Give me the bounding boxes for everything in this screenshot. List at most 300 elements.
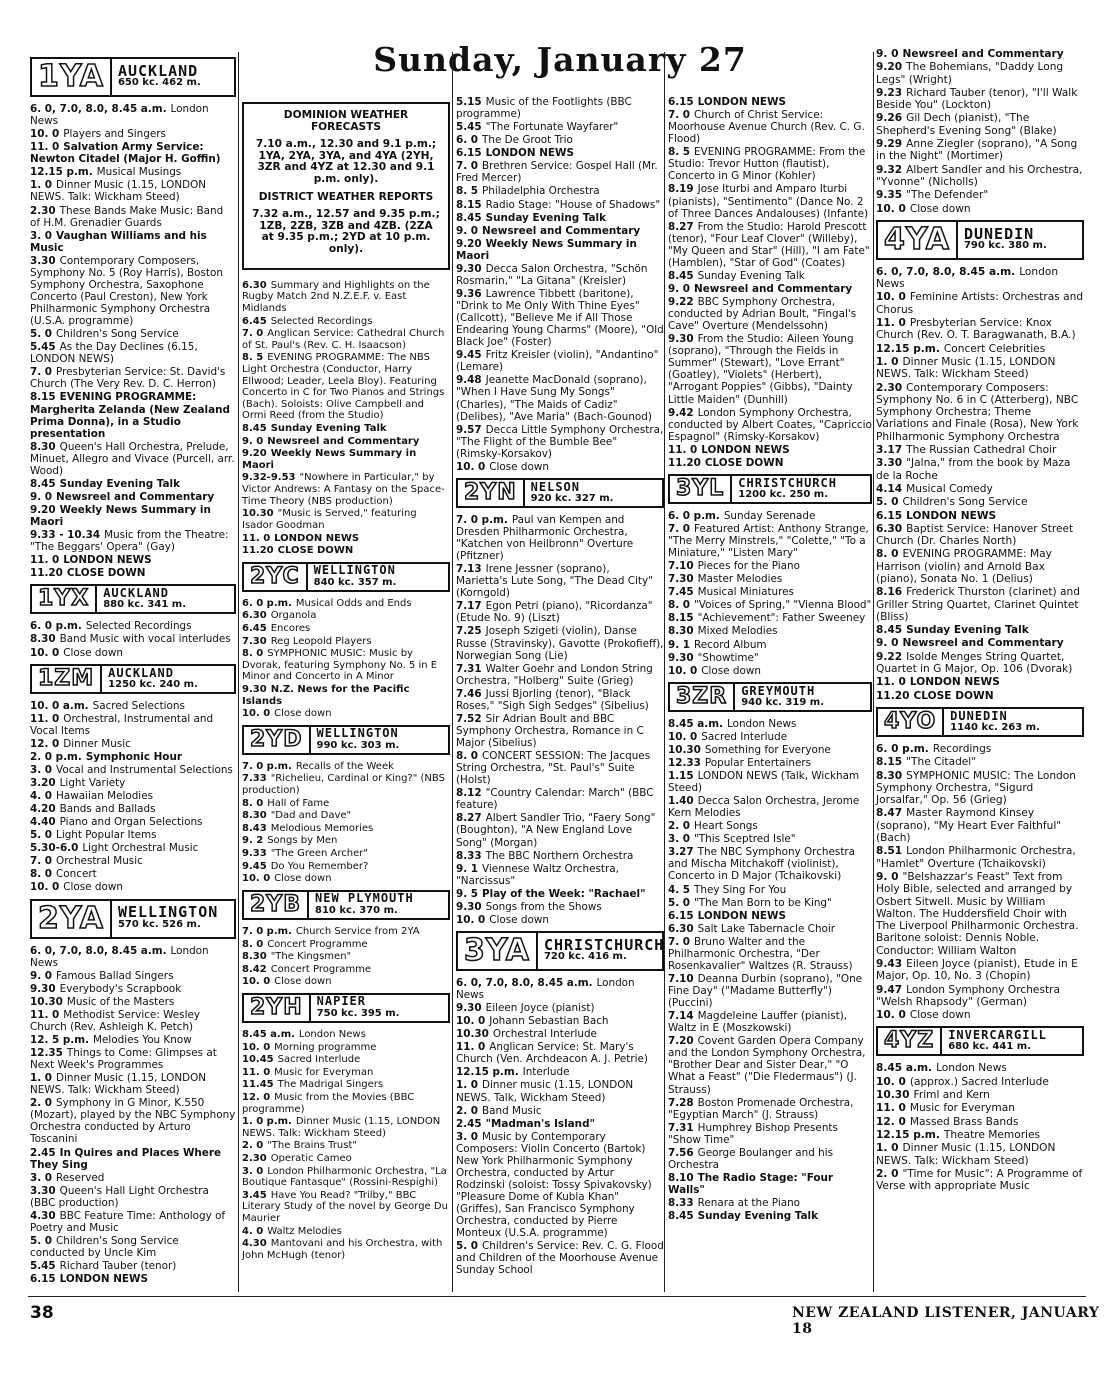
weather-forecast-box [242, 102, 450, 270]
programme-entry [456, 563, 664, 599]
programme-entry [668, 612, 872, 624]
programme-entry [30, 141, 236, 165]
programme-time: 8.12 [456, 787, 482, 800]
programme-entry [30, 1097, 236, 1145]
programme-time: 6. 0, 7.0, 8.0, 8.45 a.m. [30, 103, 167, 115]
programme-entry [456, 625, 664, 661]
station-info [525, 481, 662, 505]
programme-time: 11. 0 [876, 317, 906, 330]
programme-time: 7. 0 [668, 935, 691, 948]
programme-time: 8.30 [30, 633, 56, 646]
programme-entry [242, 1140, 450, 1152]
programme-entry [242, 926, 450, 938]
programme-entry [456, 461, 664, 473]
programme-title: Orchestral, Instrumental and Vocal Items [30, 712, 214, 737]
programme-entry [30, 970, 236, 982]
programme-time: 10.30 [876, 1089, 910, 1102]
programme-time: 7. 0 [668, 109, 691, 122]
station-header [242, 890, 450, 920]
programme-entry [876, 743, 1084, 755]
programme-time: 9.33 [242, 848, 267, 860]
programme-title: Weekly News Summary in Maori [30, 504, 211, 529]
programme-title: Songs from the Shows [485, 900, 602, 913]
programme-entry [30, 366, 236, 390]
programme-entry [242, 810, 450, 822]
programme-title: Newsreel and Commentary [482, 224, 641, 237]
programme-time: 8.27 [668, 220, 694, 233]
programme-entry [668, 820, 872, 832]
programme-time: 7. 0 [456, 160, 479, 173]
programme-title: Light Popular Items [56, 829, 157, 842]
programme-entry [668, 586, 872, 598]
programme-entry [668, 936, 872, 972]
programme-time: 2.30 [242, 1153, 267, 1165]
programme-time: 8.45 [876, 624, 903, 637]
programme-time: 8.33 [456, 849, 482, 862]
programme-title: London News [936, 1062, 1007, 1075]
programme-entry [242, 648, 450, 683]
programme-entry [242, 848, 450, 860]
programme-title: Dinner Music (1.15, LONDON NEWS. Talk: Wickham Steed) [242, 1116, 441, 1139]
programme-entry [668, 665, 872, 677]
programme-time: 7. 0 p.m. [456, 513, 508, 526]
programme-title: LONDON NEWS [63, 554, 152, 567]
programme-title: Egon Petri (piano), "Ricordanza" (Etude No. 9) (Liszt) [456, 600, 653, 625]
programme-title: LONDON NEWS (Talk, Wickham Steed) [668, 769, 860, 794]
programme-entry [242, 773, 450, 796]
programme-time: 8.30 [242, 810, 267, 822]
programme-time: 6.30 [242, 610, 267, 622]
programme-title: "Belshazzar's Feast" Text from Holy Bible, selected and arranged by Osbert Sitwell. Music by William Walton. The Huddersfield Choir with The Liverpool Philharmonic Orchestra. Baritone soloist: Dennis Noble. Conductor: William Walton [876, 870, 1079, 957]
programme-time: 8.27 [456, 812, 482, 825]
programme-title: Baptist Service: Hanover Street Church (Dr. Charles North) [876, 522, 1074, 548]
programme-entry [668, 770, 872, 794]
station-info [97, 587, 234, 611]
programme-time: 3. 0 [242, 1165, 264, 1177]
programme-time: 10. 0 [876, 291, 906, 304]
programme-title: Sir Adrian Boult and BBC Symphony Orchestra, Romance in C Major (Sibelius) [456, 712, 644, 749]
programme-time: 8.45 [242, 423, 267, 435]
programme-time: 3.20 [30, 776, 56, 789]
station-header [876, 707, 1084, 737]
station-header [30, 664, 236, 694]
programme-time: 12.33 [668, 756, 701, 769]
programme-entry [876, 1009, 1084, 1021]
programme-title: Newsreel and Commentary [902, 637, 1064, 650]
programme-title: Band Music [482, 1104, 542, 1117]
programme-entry [30, 567, 236, 579]
programme-time: 9.23 [876, 86, 903, 99]
programme-entry [30, 504, 236, 528]
programme-title: Sunday Evening Talk [906, 624, 1029, 637]
programme-title: "Jalna," from the book by Maza de la Roche [876, 457, 1071, 482]
programme-title: Hawaiian Melodies [56, 790, 153, 802]
column-divider [238, 52, 239, 1292]
programme-time: 6. 0 p.m. [242, 597, 292, 609]
programme-entry [30, 1273, 236, 1285]
programme-title: LONDON NEWS [697, 909, 786, 922]
programme-title: Deanna Durbin (soprano), "One Fine Day" ("Madame Butterfly") (Puccini) [668, 972, 863, 1010]
programme-entry [876, 1129, 1084, 1141]
programme-time: 11.20 [242, 545, 274, 557]
programme-title: Irene Jessner (soprano), Marietta's Lute Song, "The Dead City" (Korngold) [456, 563, 653, 600]
programme-entry [242, 545, 450, 557]
programme-title: Recalls of the Week [295, 760, 394, 772]
programme-entry [668, 457, 872, 469]
programme-entry [242, 623, 450, 635]
programme-entry [876, 203, 1084, 215]
programme-entry [30, 855, 236, 867]
programme-entry [242, 976, 450, 988]
programme-entry [876, 61, 1084, 86]
station-info [311, 728, 449, 751]
programme-title: Methodist Service: Wesley Church (Rev. Ashleigh K. Petch) [30, 1008, 201, 1033]
programme-entry [456, 863, 664, 887]
programme-time: 12.15 p.m. [876, 1128, 940, 1141]
programme-time: 8. 5 [242, 352, 264, 364]
programme-title: London News [727, 717, 797, 730]
programme-title: London News [30, 944, 209, 969]
programme-title: Heart Songs [694, 820, 758, 833]
programme-entry [876, 845, 1084, 870]
programme-time: 10. 0 [876, 1075, 906, 1088]
programme-title: Viennese Waltz Orchestra, "Narcissus" [456, 862, 619, 887]
schedule-column-5 [876, 48, 1084, 1193]
programme-title: Decca Little Symphony Orchestra, "The Flight of the Bumble Bee" (Rimsky-Korsakov) [456, 423, 664, 460]
programme-title: Music for Everyman [274, 1066, 374, 1078]
station-frequency: 1200 kc. 250 m. [738, 488, 829, 500]
programme-time: 9.57 [456, 423, 482, 436]
programme-time: 11. 0 [242, 532, 271, 544]
programme-time: 8.45 a.m. [242, 1028, 295, 1040]
programme-time: 9. 0 [242, 435, 264, 447]
station-city: CHRISTCHURCH [543, 935, 665, 954]
programme-entry [668, 1172, 872, 1196]
programme-time: 4.30 [30, 1209, 56, 1222]
programme-title: Queen's Hall Orchestra, Prelude, Minuet, Allegro and Vivace (Purcell, arr. Wood) [30, 440, 235, 477]
programme-entry [30, 829, 236, 841]
programme-title: Contemporary Composers: Symphony No. 6 in C (Atterberg), NBC Symphony Orchestra; Theme Variations and Finale (Rosa), New York Philharmonic Symphony Orchestra [876, 381, 1079, 443]
programme-title: BBC Symphony Orchestra, conducted by Adrian Boult, "Fingal's Cave" Overture (Mendelssohn) [668, 296, 857, 333]
programme-entry [242, 761, 450, 773]
programme-time: 9.48 [456, 374, 482, 387]
programme-time: 7.20 [668, 1035, 694, 1048]
programme-time: 4.14 [876, 482, 903, 495]
programme-title: Master Melodies [697, 573, 783, 586]
programme-title: Everybody's Scrapbook [59, 982, 182, 995]
programme-time: 8.30 [876, 769, 903, 782]
programme-title: SYMPHONIC MUSIC: The London Symphony Orchestra, "Sigurd Jorsalfar," Op. 56 (Grieg) [876, 769, 1076, 807]
programme-entry [456, 147, 664, 159]
programme-entry [668, 96, 872, 108]
programme-entry [876, 382, 1084, 443]
programme-time: 5.45 [456, 121, 482, 134]
programme-title: Richard Tauber (tenor) [59, 1260, 177, 1273]
station-frequency: 990 kc. 303 m. [316, 739, 400, 751]
programme-entry [30, 441, 236, 477]
programme-title: LONDON NEWS [485, 147, 574, 160]
weather-heading: DOMINION WEATHER FORECASTS [283, 109, 409, 133]
programme-time: 7. 0 [30, 855, 53, 868]
programme-time: 8. 0 [668, 599, 691, 612]
programme-title: Have You Read? "Trilby," BBC Literary Study of the novel by George Du Maurier [242, 1189, 448, 1225]
programme-time: 9.45 [242, 860, 267, 872]
programme-entry [876, 266, 1084, 291]
page-number: 38 [30, 1303, 54, 1323]
programme-entry [456, 212, 664, 224]
programme-time: 8.45 [668, 1210, 694, 1223]
programme-entry [30, 1147, 236, 1171]
programme-title: Anglican Service: St. Mary's Church (Ven. Archdeacon A. J. Petrie) [456, 1041, 648, 1066]
programme-entry [242, 636, 450, 648]
station-frequency: 880 kc. 341 m. [103, 599, 186, 611]
programme-time: 11.20 [876, 689, 910, 702]
programme-title: Close down [701, 664, 761, 677]
station-info [102, 667, 234, 691]
programme-title: Eileen Joyce (pianist) [485, 1002, 595, 1015]
programme-time: 7.30 [668, 573, 694, 586]
programme-time: 4. 0 [30, 790, 53, 802]
weather-heading: DISTRICT WEATHER REPORTS [258, 190, 434, 203]
programme-time: 8.15 [668, 612, 694, 625]
programme-time: 2.30 [876, 381, 903, 394]
programme-title: Famous Ballad Singers [56, 969, 174, 982]
programme-title: Piano and Organ Selections [59, 816, 203, 829]
programme-title: "Dad and Dave" [270, 810, 352, 822]
programme-entry [242, 316, 450, 328]
station-city: AUCKLAND [117, 61, 199, 80]
programme-time: 9.20 [456, 237, 482, 250]
programme-title: The Radio Stage: "Four Walls" [668, 1171, 834, 1196]
programme-time: 9.20 [30, 504, 56, 516]
station-city: WELLINGTON [313, 563, 396, 578]
programme-entry [668, 510, 872, 522]
programme-time: 11. 0 [30, 1008, 60, 1021]
programme-entry [30, 205, 236, 229]
station-info [942, 1029, 1082, 1054]
programme-title: Albert Sandler and his Orchestra, "Yvonne" (Nicholls) [876, 163, 1083, 188]
programme-time: 10. 0 [242, 976, 271, 988]
programme-entry [876, 586, 1084, 623]
programme-time: 9. 1 [668, 638, 691, 651]
station-frequency: 650 kc. 462 m. [117, 77, 201, 88]
programme-time: 2.45 [30, 1146, 56, 1159]
programme-entry [30, 1034, 236, 1046]
programme-title: Mantovani and his Orchestra, with John McHugh (tenor) [242, 1238, 443, 1261]
programme-title: Musical Odds and Ends [295, 597, 412, 609]
programme-title: Richard Tauber (tenor), "I'll Walk Beside You" (Lockton) [876, 86, 1078, 112]
programme-time: 10. 0 [30, 128, 60, 141]
station-frequency: 1250 kc. 240 m. [108, 678, 198, 690]
programme-time: 8. 0 [242, 797, 264, 809]
programme-entry [456, 750, 664, 786]
programme-entry [242, 533, 450, 545]
programme-time: 9. 0 [30, 490, 53, 503]
programme-time: 9.30 [456, 262, 482, 275]
programme-entry [668, 560, 872, 572]
station-frequency: 840 kc. 357 m. [313, 576, 397, 588]
programme-entry [30, 647, 236, 659]
programme-entry [876, 548, 1084, 585]
programme-time: 12.15 p.m. [456, 1066, 519, 1079]
programme-title: LONDON NEWS [59, 1273, 148, 1286]
programme-time: 1. 0 [30, 179, 53, 192]
programme-entry [456, 901, 664, 913]
programme-entry [242, 835, 450, 847]
station-frequency: 810 kc. 370 m. [315, 904, 398, 916]
programme-time: 9. 2 [242, 835, 264, 847]
programme-title: Magdeleine Lauffer (pianist), Waltz in E (Moszkowski) [668, 1010, 848, 1035]
programme-time: 11. 0 [876, 676, 906, 689]
programme-title: Musical Miniatures [697, 586, 794, 599]
programme-title: Decca Salon Orchestra, "Schön Rosmarin," "La Gitana" (Kreisler) [456, 262, 648, 287]
programme-entry [668, 1147, 872, 1171]
station-city: GREYMOUTH [741, 683, 816, 698]
programme-entry [668, 183, 872, 219]
programme-time: 9. 0 [876, 48, 899, 60]
programme-title: "The Kingsmen" [270, 951, 352, 963]
programme-entry [242, 1092, 450, 1115]
programme-title: Presbyterian Service: Knox Church (Rev. O. T. Baragwanath, B.A.) [876, 317, 1076, 342]
programme-time: 7.45 [668, 586, 694, 599]
programme-title: "Voices of Spring," "Vienna Blood" [694, 599, 872, 612]
programme-title: Music of the Masters [66, 995, 175, 1008]
programme-title: CLOSE DOWN [704, 456, 784, 469]
programme-time: 4.20 [30, 803, 56, 816]
programme-entry [668, 652, 872, 664]
station-header [30, 899, 236, 939]
programme-time: 11. 0 [242, 1066, 271, 1078]
station-header [668, 474, 872, 504]
programme-time: 11. 0 [668, 443, 698, 456]
programme-time: 3.30 [30, 1184, 56, 1197]
station-call-sign: 3ZR [670, 684, 735, 710]
programme-title: Players and Singers [63, 128, 166, 141]
programme-entry [876, 1168, 1084, 1193]
programme-time: 10.45 [242, 1054, 274, 1066]
programme-time: 5. 0 [30, 328, 53, 341]
programme-time: 8. 0 [456, 750, 479, 763]
programme-time: 10. 0 [242, 708, 271, 720]
programme-title: Jose Iturbi and Amparo Iturbi (pianists), "Sentimento" (Dance No. 2 of Three Dances Andalouses) (Infante) [668, 183, 869, 220]
station-call-sign: 2YC [244, 564, 308, 590]
programme-entry [30, 620, 236, 632]
programme-entry [668, 1010, 872, 1034]
station-frequency: 750 kc. 395 m. [316, 1007, 400, 1019]
programme-title: Dinner Music (1.15, LONDON NEWS. Talk: Wickham Steed) [876, 355, 1056, 381]
programme-title: Paul van Kempen and Dresden Philharmonic Orchestra, "Katchen von Heilbronn" Overture (Pfitzner) [456, 513, 634, 563]
programme-title: Encores [270, 622, 311, 634]
programme-entry [876, 984, 1084, 1009]
programme-entry [242, 964, 450, 976]
programme-title: Presbyterian Service: St. David's Church (The Very Rev. D. C. Herron) [30, 366, 226, 391]
programme-time: 7.10 [668, 560, 694, 573]
programme-title: EVENING PROGRAMME: From the Studio: Trevor Hutton (flautist), Concerto in G Minor (Kohler) [668, 146, 866, 183]
programme-time: 9.36 [456, 287, 482, 300]
station-info [309, 893, 448, 916]
programme-title: "Richelieu, Cardinal or King?" (NBS production) [242, 773, 445, 797]
programme-title: Close down [909, 202, 971, 215]
programme-title: Renara at the Piano [697, 1197, 801, 1210]
programme-time: 6.30 [242, 279, 267, 291]
programme-time: 4.30 [242, 1238, 267, 1250]
programme-time: 10.30 [456, 1028, 489, 1041]
programme-time: 12. 0 [242, 1092, 271, 1103]
programme-entry [876, 676, 1084, 688]
station-call-sign: 4YA [878, 222, 958, 258]
programme-title: CLOSE DOWN [66, 567, 146, 580]
station-city: NEW PLYMOUTH [315, 891, 414, 906]
programme-time: 7.56 [668, 1146, 694, 1159]
programme-entry [668, 795, 872, 819]
programme-entry [668, 884, 872, 896]
schedule-column-1 [30, 52, 236, 1286]
programme-entry [668, 1097, 872, 1121]
programme-title: Play of the Week: "Rachael" [482, 887, 646, 900]
programme-time: 1. 0 [876, 355, 899, 368]
programme-title: Close down [489, 460, 549, 473]
programme-time: 12.15 p.m. [30, 166, 93, 179]
programme-time: 12.15 p.m. [876, 342, 940, 355]
station-city: CHRISTCHURCH [738, 475, 837, 490]
station-city: WELLINGTON [316, 726, 399, 741]
programme-entry [668, 109, 872, 145]
programme-entry [456, 850, 664, 862]
programme-title: London News [30, 103, 209, 128]
programme-title: Symphony in G Minor, K.550 (Mozart), played by the NBC Symphony Orchestra conducted by Arturo Toscanini [30, 1097, 236, 1146]
programme-entry [242, 939, 450, 951]
programme-title: Frederick Thurston (clarinet) and Griller String Quartet, Clarinet Quintet (Bliss) [876, 586, 1080, 623]
programme-title: BBC Feature Time: Anthology of Poetry and Music [30, 1209, 226, 1234]
programme-time: 6.15 [30, 1273, 56, 1286]
programme-time: 1. 0 p.m. [242, 1116, 292, 1128]
programme-time: 3. 0 [456, 1130, 479, 1143]
programme-time: 9. 0 [456, 224, 479, 237]
programme-entry [242, 610, 450, 622]
programme-entry [242, 798, 450, 810]
programme-entry [30, 713, 236, 737]
programme-entry [876, 164, 1084, 189]
station-frequency: 940 kc. 319 m. [741, 696, 824, 708]
programme-title: Master Raymond Kinsey (soprano), "My Heart Ever Faithful" (Bach) [876, 807, 1062, 845]
programme-title: Lawrence Tibbett (baritone), "Drink to Me Only With Thine Eyes" (Callcott), "Believe Me if All Those Endearing Young Charms" (Moore), "Old Black Joe" (Foster) [456, 287, 664, 349]
programme-entry [30, 491, 236, 503]
programme-time: 2. 0 [668, 820, 691, 833]
station-header [242, 725, 450, 755]
programme-entry [668, 897, 872, 909]
programme-entry [242, 1116, 450, 1139]
programme-time: 7.46 [456, 687, 482, 700]
programme-title: Light Variety [59, 776, 126, 789]
station-header [30, 584, 236, 614]
programme-entry [242, 598, 450, 610]
programme-title: From the Studio: Aileen Young (soprano), "Through the Fields in Summer" (Stewart), "Love Errant" (Goatley), "Violets" (Herbert), "Arrogant Poppies" (Gibbs), "Dainty Little Maiden" (Dunhill) [668, 333, 854, 406]
programme-time: 10. 0 [456, 460, 486, 473]
programme-entry [456, 713, 664, 749]
programme-title: CLOSE DOWN [277, 545, 354, 557]
station-city: DUNEDIN [950, 708, 1008, 723]
programme-entry [242, 1079, 450, 1091]
programme-entry [668, 1197, 872, 1209]
programme-title: Newsreel and Commentary [902, 48, 1064, 60]
programme-time: 7.28 [668, 1096, 694, 1109]
programme-time: 6. 0, 7.0, 8.0, 8.45 a.m. [456, 976, 593, 989]
programme-entry [242, 1226, 450, 1238]
programme-time: 3. 0 [30, 1171, 53, 1184]
programme-entry [876, 1102, 1084, 1114]
programme-time: 10. 0 [30, 646, 60, 659]
programme-entry [456, 514, 664, 562]
